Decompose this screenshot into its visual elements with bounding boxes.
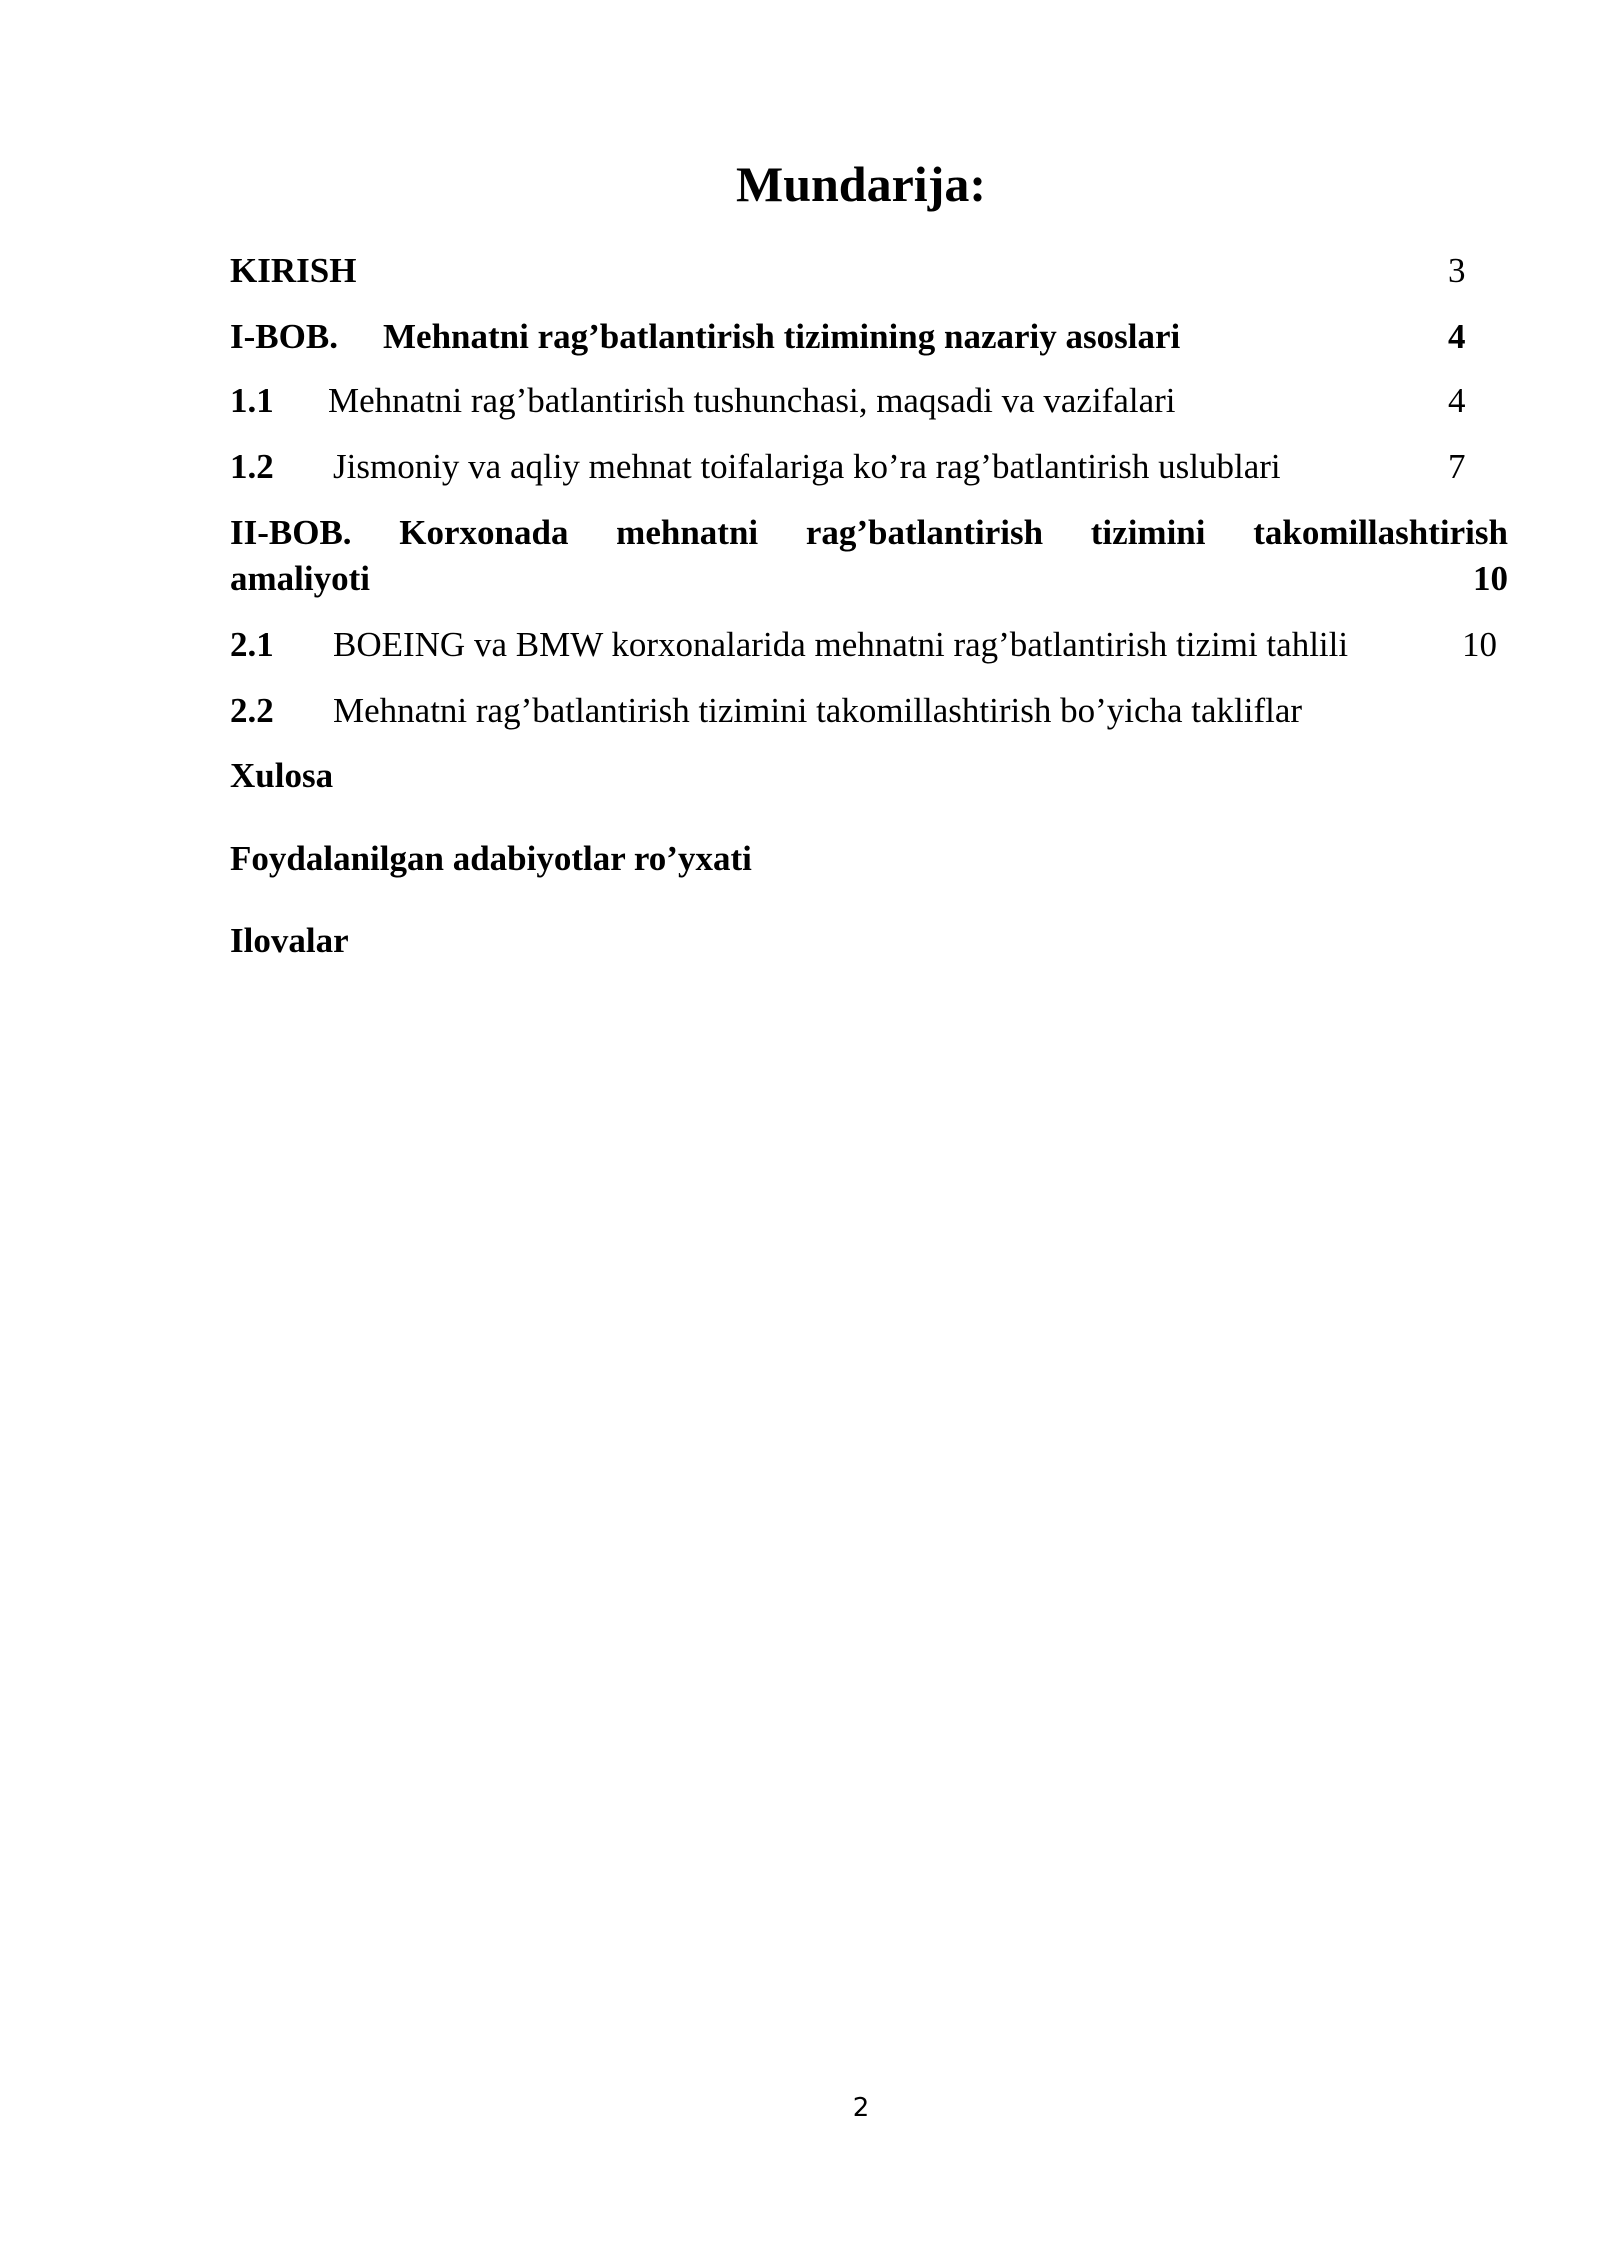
- toc-entry-label: BOEING va BMW korxonalarida mehnatni rag’batlantirish tizimi tahlili: [333, 625, 1349, 664]
- toc-entry-label: Xulosa: [230, 756, 334, 795]
- toc-entry-page: 10: [1473, 559, 1508, 598]
- toc-entry-page: 10: [1462, 625, 1497, 664]
- toc-entry-chapter-1[interactable]: [230, 314, 1510, 360]
- toc-entry-section-1-2[interactable]: [230, 444, 1510, 490]
- toc-word: rag’batlantirish: [805, 513, 1044, 552]
- toc-entry-label: Jismoniy va aqliy mehnat toifalariga ko’ra rag’batlantirish uslublari: [333, 447, 1281, 486]
- toc-entry-xulosa[interactable]: [230, 753, 1510, 799]
- toc-entry-section-1-1[interactable]: [230, 378, 1510, 424]
- toc-entry-bibliography[interactable]: [230, 836, 1510, 882]
- toc-entry-section-2-1[interactable]: [230, 622, 1510, 668]
- toc-word: mehnatni: [616, 513, 759, 552]
- toc-entry-label: Foydalanilgan adabiyotlar ro’yxati: [230, 839, 752, 878]
- toc-entry-page: 4: [1448, 381, 1466, 420]
- toc-entry-page: 4: [1448, 317, 1466, 356]
- toc-entry-kirish[interactable]: [230, 248, 1510, 294]
- toc-entry-label: KIRISH: [230, 251, 357, 290]
- toc-word: Korxonada: [399, 513, 569, 552]
- toc-entry-label: Mehnatni rag’batlantirish tizimini takomillashtirish bo’yicha takliflar: [333, 691, 1303, 730]
- toc-entry-label: Mehnatni rag’batlantirish tushunchasi, maqsadi va vazifalari: [328, 381, 1176, 420]
- toc-title: Mundarija:: [736, 156, 986, 212]
- toc-entry-number: 1.2: [230, 447, 274, 486]
- toc-entry-appendices[interactable]: [230, 918, 1510, 964]
- toc-entry-label: Ilovalar: [230, 921, 349, 960]
- toc-entry-page: 3: [1448, 251, 1466, 290]
- toc-word: II-BOB.: [230, 513, 352, 552]
- toc-entry-chapter-2[interactable]: [230, 510, 1508, 602]
- page-number: 2: [852, 2093, 870, 2123]
- toc-entry-label: Mehnatni rag’batlantirish tizimining nazariy asoslari: [383, 317, 1181, 356]
- toc-entry-section-2-2[interactable]: [230, 688, 1510, 734]
- toc-entry-number: 1.1: [230, 381, 274, 420]
- toc-entry-label: [230, 510, 1508, 556]
- toc-entry-label-continuation: amaliyoti: [230, 559, 370, 598]
- toc-word: tizimini: [1090, 513, 1206, 552]
- toc-entry-number: 2.1: [230, 625, 274, 664]
- toc-entry-number: 2.2: [230, 691, 274, 730]
- toc-entry-page: 7: [1448, 447, 1466, 486]
- toc-entry-number: I-BOB.: [230, 317, 338, 356]
- toc-word: takomillashtirish: [1253, 513, 1508, 552]
